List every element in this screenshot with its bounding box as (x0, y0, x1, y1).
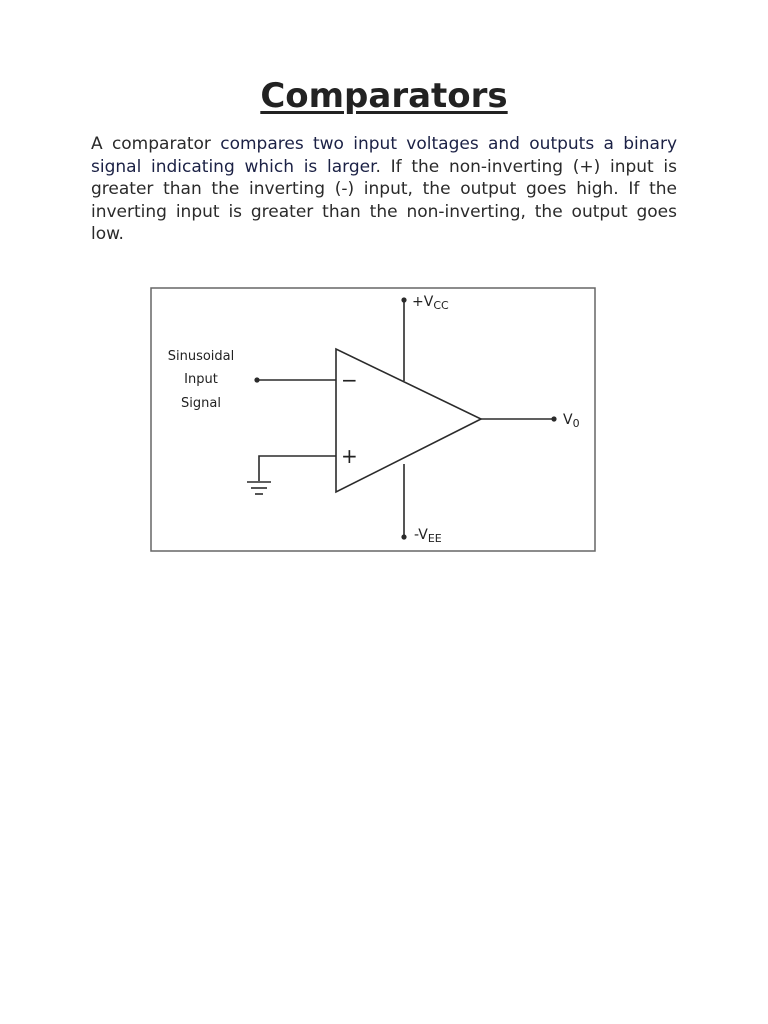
vcc-terminal-dot (401, 297, 406, 302)
vo-label-sub: 0 (572, 417, 580, 430)
vee-label-sub: EE (427, 532, 442, 545)
paragraph-rest: . If the non-inverting (+) input is greater than the inverting (-) input, the output goes high. If the inverting input is greater than the non-inverting, the output goes low. (91, 156, 677, 245)
input-label-line-2: Input (184, 372, 218, 387)
paragraph-highlight: compares two input voltages and outputs a binary signal indicating which is larger (91, 134, 677, 177)
noninverting-input-symbol: + (341, 444, 358, 468)
output-terminal-dot (551, 416, 556, 421)
vee-terminal-dot (401, 534, 406, 539)
intro-paragraph (91, 133, 677, 246)
vcc-label-prefix: +V (412, 294, 434, 310)
page-title: Comparators (260, 76, 508, 116)
comparator-circuit-diagram (150, 287, 596, 553)
vcc-label-sub: CC (433, 299, 449, 312)
inverting-input-symbol: − (341, 368, 358, 392)
paragraph-lead: A comparator (91, 134, 211, 154)
input-label-line-1: Sinusoidal (167, 349, 235, 364)
input-label-line-3: Signal (181, 396, 221, 411)
vee-label-prefix: -V (414, 527, 428, 543)
vo-label-prefix: V (563, 412, 573, 428)
